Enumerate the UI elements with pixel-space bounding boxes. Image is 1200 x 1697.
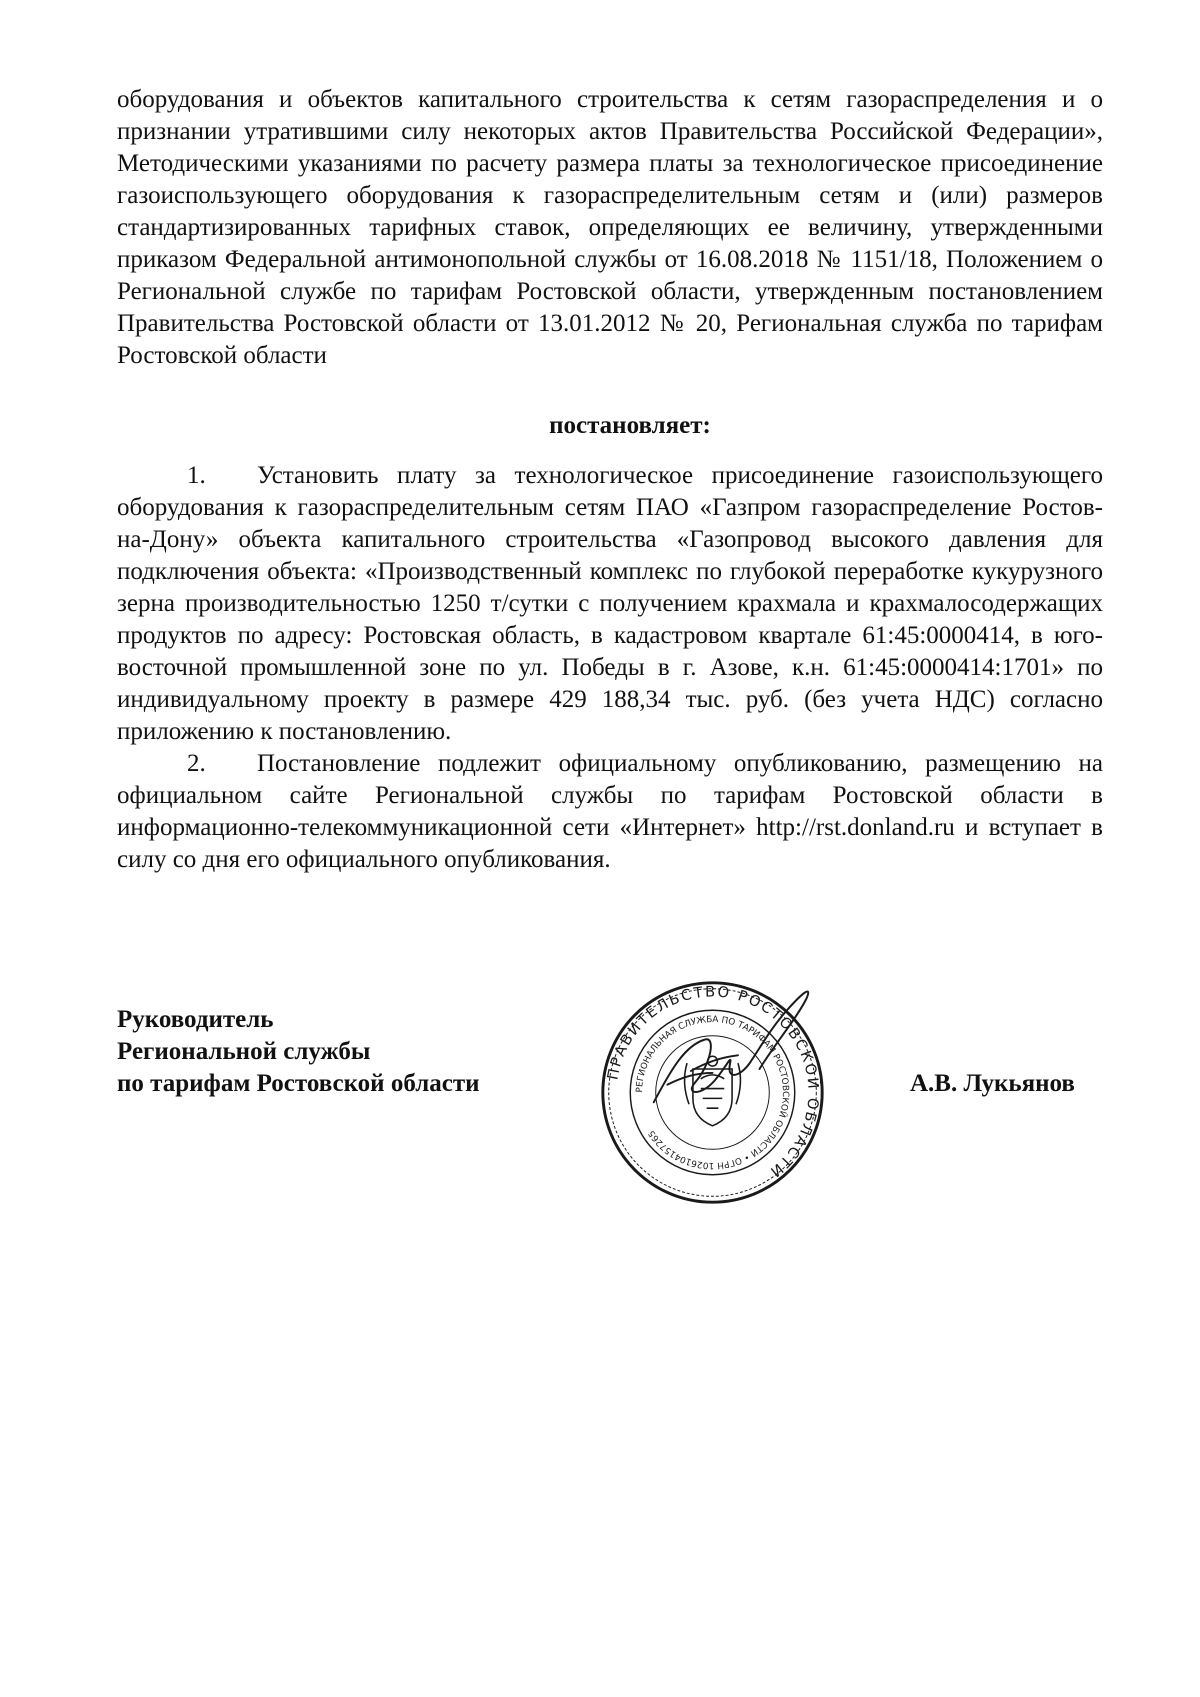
item-text: Постановление подлежит официальному опубликованию, размещению на официальном сайте Региональной службы по тарифам Ростовской области в информационно-телекоммуникационной сети «Интернет» http://rst.donland.ru и вступает в силу со дня его официального опубликования. <box>117 750 1103 873</box>
seal-inner-text: РЕГИОНАЛЬНАЯ СЛУЖБА ПО ТАРИФАМ РОСТОВСКОЙ ОБЛАСТИ • ОГРН 1026104157265 <box>634 1014 791 1171</box>
document-body <box>117 84 1103 876</box>
item-number: 1. <box>187 462 206 489</box>
signatory-name: А.В. Лукьянов <box>910 1070 1075 1097</box>
official-seal-stamp <box>595 975 830 1210</box>
resolution-item-1 <box>117 460 1103 748</box>
seal-inner-ring <box>656 1036 770 1150</box>
signatory-title-line: по тарифам Ростовской области <box>117 1070 480 1097</box>
resolves-heading: постановляет: <box>549 412 711 439</box>
item-number: 2. <box>187 750 206 777</box>
signatory-title-line: Руководитель <box>117 1006 274 1033</box>
resolution-item-2 <box>117 748 1103 876</box>
signatory-title <box>117 1004 480 1100</box>
signatory-title-line: Региональной службы <box>117 1038 371 1065</box>
preamble-paragraph: оборудования и объектов капитального строительства к сетям газораспределения и о признании утратившими силу некоторых актов Правительства Российской Федерации», Методическими указаниями по расчету размера платы за технологическое присоединение газоиспользующего оборудования к газораспределительным сетям и (или) размеров стандартизированных тарифных ставок, определяющих ее величину, утвержденными приказом Федеральной антимонопольной службы от 16.08.2018 № 1151/18, Положением о Региональной службе по тарифам Ростовской области, утвержденным постановлением Правительства Ростовской области от 13.01.2012 № 20, Региональная служба по тарифам Ростовской области <box>117 86 1103 369</box>
seal-outer-text: ПРАВИТЕЛЬСТВО РОСТОВСКОЙ ОБЛАСТИ <box>604 983 822 1182</box>
seal-middle-ring <box>630 1010 795 1175</box>
item-text: Установить плату за технологическое присоединение газоиспользующего оборудования к газораспределительным сетям ПАО «Газпром газораспределение Ростов-на-Дону» объекта капитального строительства «Газопровод высокого давления для подключения объекта: «Производственный комплекс по глубокой переработке кукурузного зерна производительностью 1250 т/сутки с получением крахмала и крахмалосодержащих продуктов по адресу: Ростовская область, в кадастровом квартале 61:45:0000414, в юго-восточной промышленной зоне по ул. Победы в г. Азове, к.н. 61:45:0000414:1701» по индивидуальному проекту в размере 429 188,34 тыс. руб. (без учета НДС) согласно приложению к постановлению. <box>117 462 1103 745</box>
